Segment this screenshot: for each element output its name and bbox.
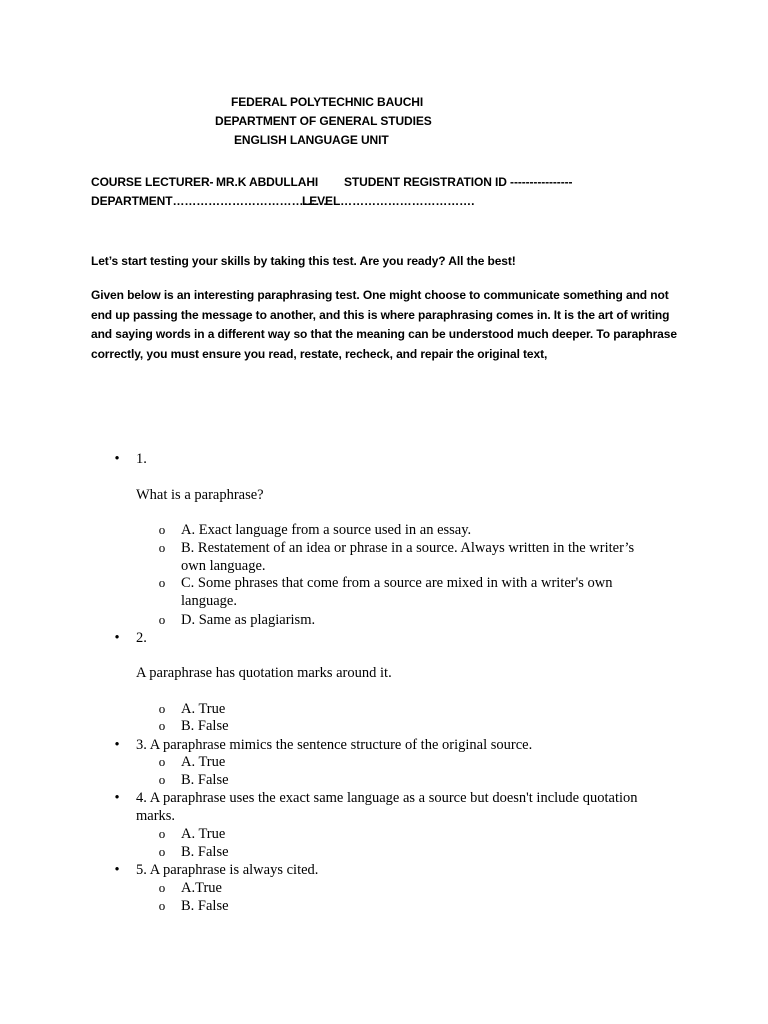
option-a: A.True xyxy=(181,880,222,896)
institution-name: FEDERAL POLYTECHNIC BAUCHI xyxy=(231,95,424,109)
sub-bullet-icon: o xyxy=(158,612,166,627)
bullet-icon: • xyxy=(114,451,120,467)
course-lecturer-label: COURSE LECTURER- xyxy=(91,175,214,189)
course-lecturer-name: MR.K ABDULLAHI xyxy=(216,175,319,189)
unit-name: ENGLISH LANGUAGE UNIT xyxy=(234,133,389,147)
question-text: A paraphrase has quotation marks around it. xyxy=(136,665,392,681)
option-b: B. False xyxy=(181,898,229,914)
option-a: A. True xyxy=(181,754,226,770)
option-b: B. False xyxy=(181,772,229,788)
bullet-icon: • xyxy=(114,862,120,878)
intro-paragraph: Given below is an interesting paraphrasing test. One might choose to communicate something and not end up passing the message to another, and this is where paraphrasing comes in. It is the art of writing and saying words in a different way so that the meaning can be understood much deeper. To paraphrase correctly, you must ensure you read, restate, recheck, and repair the original text, xyxy=(91,288,677,361)
sub-bullet-icon: o xyxy=(158,898,166,913)
option-b: B. Restatement of an idea or phrase in a source. Always written in the writer’s own language. xyxy=(181,540,635,574)
option-d: D. Same as plagiarism. xyxy=(181,612,316,628)
option-b: B. False xyxy=(181,844,229,860)
department-name: DEPARTMENT OF GENERAL STUDIES xyxy=(215,114,432,128)
bullet-icon: • xyxy=(114,630,120,646)
sub-bullet-icon: o xyxy=(158,826,166,841)
option-a: A. True xyxy=(181,826,226,842)
option-c: C. Some phrases that come from a source are mixed in with a writer's own language. xyxy=(181,575,613,609)
bullet-icon: • xyxy=(114,790,120,806)
question-text: 5. A paraphrase is always cited. xyxy=(136,862,319,878)
sub-bullet-icon: o xyxy=(158,540,166,555)
intro-line: Let’s start testing your skills by taking this test. Are you ready? All the best! xyxy=(91,254,516,268)
sub-bullet-icon: o xyxy=(158,718,166,733)
department-field: DEPARTMENT………………………………… xyxy=(91,194,328,208)
sub-bullet-icon: o xyxy=(158,772,166,787)
sub-bullet-icon: o xyxy=(158,575,166,590)
student-registration-id: STUDENT REGISTRATION ID ---------------- xyxy=(344,175,573,189)
sub-bullet-icon: o xyxy=(158,880,166,895)
sub-bullet-icon: o xyxy=(158,701,166,716)
option-a: A. True xyxy=(181,701,226,717)
option-a: A. Exact language from a source used in an essay. xyxy=(181,522,472,538)
sub-bullet-icon: o xyxy=(158,754,166,769)
question-number: 1. xyxy=(136,451,147,467)
bullet-icon: • xyxy=(114,737,120,753)
sub-bullet-icon: o xyxy=(158,522,166,537)
sub-bullet-icon: o xyxy=(158,844,166,859)
question-number: 2. xyxy=(136,630,147,646)
question-text: 3. A paraphrase mimics the sentence structure of the original source. xyxy=(136,737,533,753)
option-b: B. False xyxy=(181,718,229,734)
question-text: 4. A paraphrase uses the exact same language as a source but doesn't include quotation marks. xyxy=(136,790,638,824)
level-field: LEVEL……………………………. xyxy=(302,194,475,208)
question-text: What is a paraphrase? xyxy=(136,487,264,503)
